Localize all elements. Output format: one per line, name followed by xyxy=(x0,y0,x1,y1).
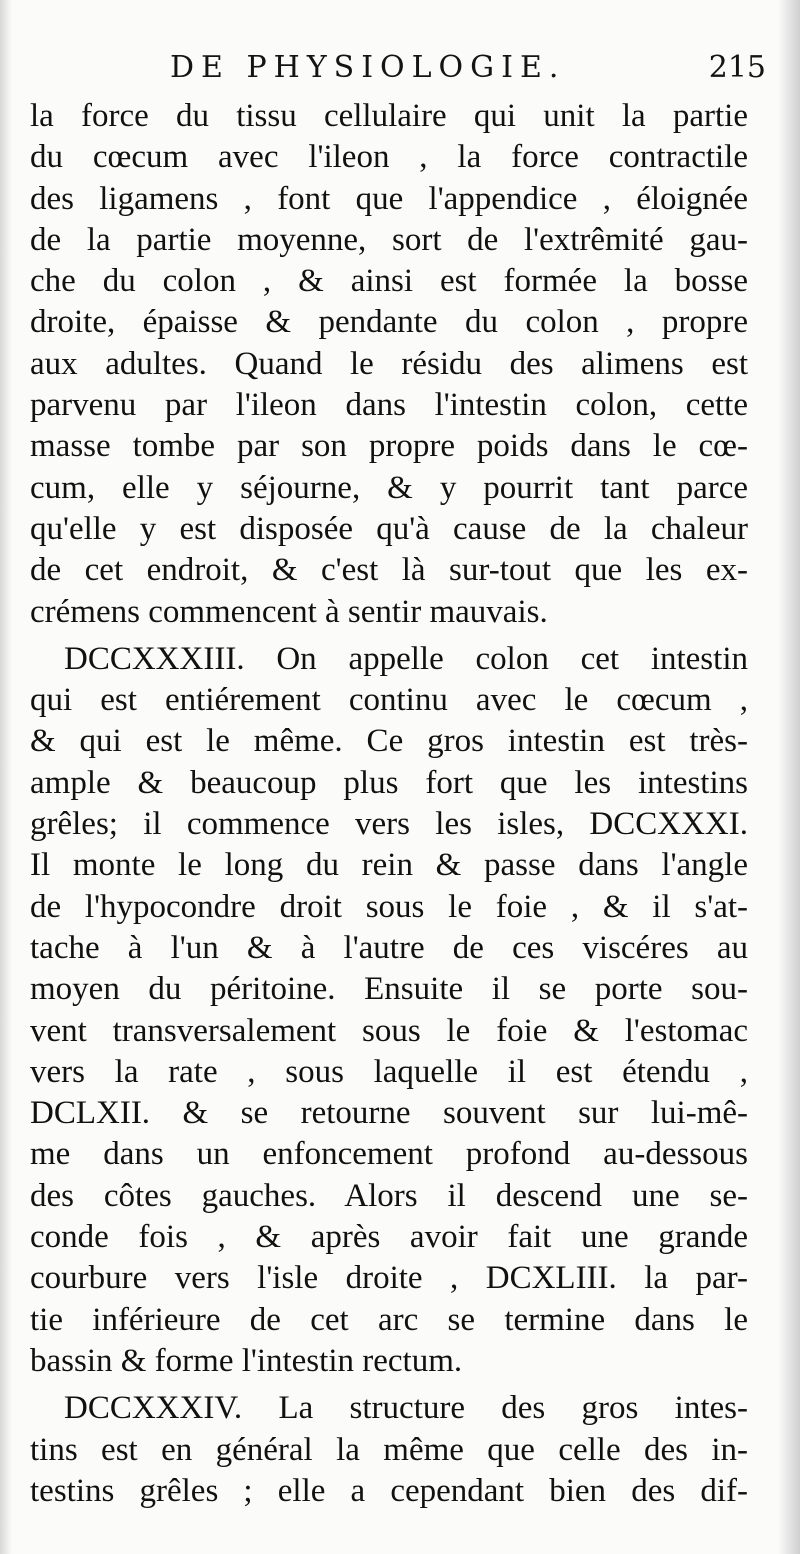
text-line: ample & beaucoup plus fort que les intestins xyxy=(30,764,748,801)
text-line: parvenu par l'ileon dans l'intestin colon, cette xyxy=(30,387,748,424)
running-title: DE PHYSIOLOGIE. xyxy=(170,50,566,85)
text-line: moyen du péritoine. Ensuite il se porte sou- xyxy=(30,971,748,1008)
text-line: DCCXXXIV. La structure des gros intes- xyxy=(64,1390,748,1427)
text-line: du cœcum avec l'ileon , la force contractile xyxy=(30,139,748,176)
text-line: des côtes gauches. Alors il descend une se- xyxy=(30,1177,748,1214)
text-line: & qui est le même. Ce gros intestin est très- xyxy=(30,723,748,760)
page-number: 215 xyxy=(708,50,766,85)
body-text xyxy=(30,96,748,1512)
text-line: me dans un enfoncement profond au-dessous xyxy=(30,1136,748,1173)
text-line: de l'hypocondre droit sous le foie , & il s'at- xyxy=(30,888,748,925)
text-line: courbure vers l'isle droite , DCXLIII. la par- xyxy=(30,1260,748,1297)
text-line: qui est entiérement continu avec le cœcum , xyxy=(30,682,748,719)
text-line: vers la rate , sous laquelle il est étendu , xyxy=(30,1053,748,1090)
text-line: qu'elle y est disposée qu'à cause de la chaleur xyxy=(30,510,748,547)
text-line: tie inférieure de cet arc se termine dans le xyxy=(30,1301,748,1338)
paragraph-continuation xyxy=(30,96,748,633)
text-line: grêles; il commence vers les isles, DCCXXXI. xyxy=(30,806,748,843)
text-line: conde fois , & après avoir fait une grande xyxy=(30,1219,748,1256)
text-line: DCCXXXIII. On appelle colon cet intestin xyxy=(64,640,748,677)
text-line: cum, elle y séjourne, & y pourrit tant parce xyxy=(30,469,748,506)
text-line: tins est en général la même que celle des in- xyxy=(30,1431,748,1468)
text-line: crémens commencent à sentir mauvais. xyxy=(30,593,548,630)
text-line: tache à l'un & à l'autre de ces viscéres au xyxy=(30,929,748,966)
paragraph-dccxxxiii xyxy=(30,639,748,1382)
text-line: la force du tissu cellulaire qui unit la partie xyxy=(30,98,748,134)
text-line: aux adultes. Quand le résidu des alimens est xyxy=(30,345,748,382)
text-line: DCLXII. & se retourne souvent sur lui-mê- xyxy=(30,1095,748,1132)
text-line: Il monte le long du rein & passe dans l'angle xyxy=(30,847,748,884)
paragraph-dccxxxiv xyxy=(30,1388,748,1512)
text-line: testins grêles ; elle a cependant bien des dif- xyxy=(30,1472,748,1509)
running-head xyxy=(30,50,770,94)
text-line: che du colon , & ainsi est formée la bosse xyxy=(30,263,748,300)
text-line: masse tombe par son propre poids dans le cœ- xyxy=(30,428,748,465)
text-line: de cet endroit, & c'est là sur-tout que les ex- xyxy=(30,552,748,589)
text-line: des ligamens , font que l'appendice , éloignée xyxy=(30,180,748,217)
text-line: droite, épaisse & pendante du colon , propre xyxy=(30,304,748,341)
text-line: vent transversalement sous le foie & l'estomac xyxy=(30,1012,748,1049)
text-line: bassin & forme l'intestin rectum. xyxy=(30,1342,463,1379)
text-line: de la partie moyenne, sort de l'extrêmité gau- xyxy=(30,221,748,258)
